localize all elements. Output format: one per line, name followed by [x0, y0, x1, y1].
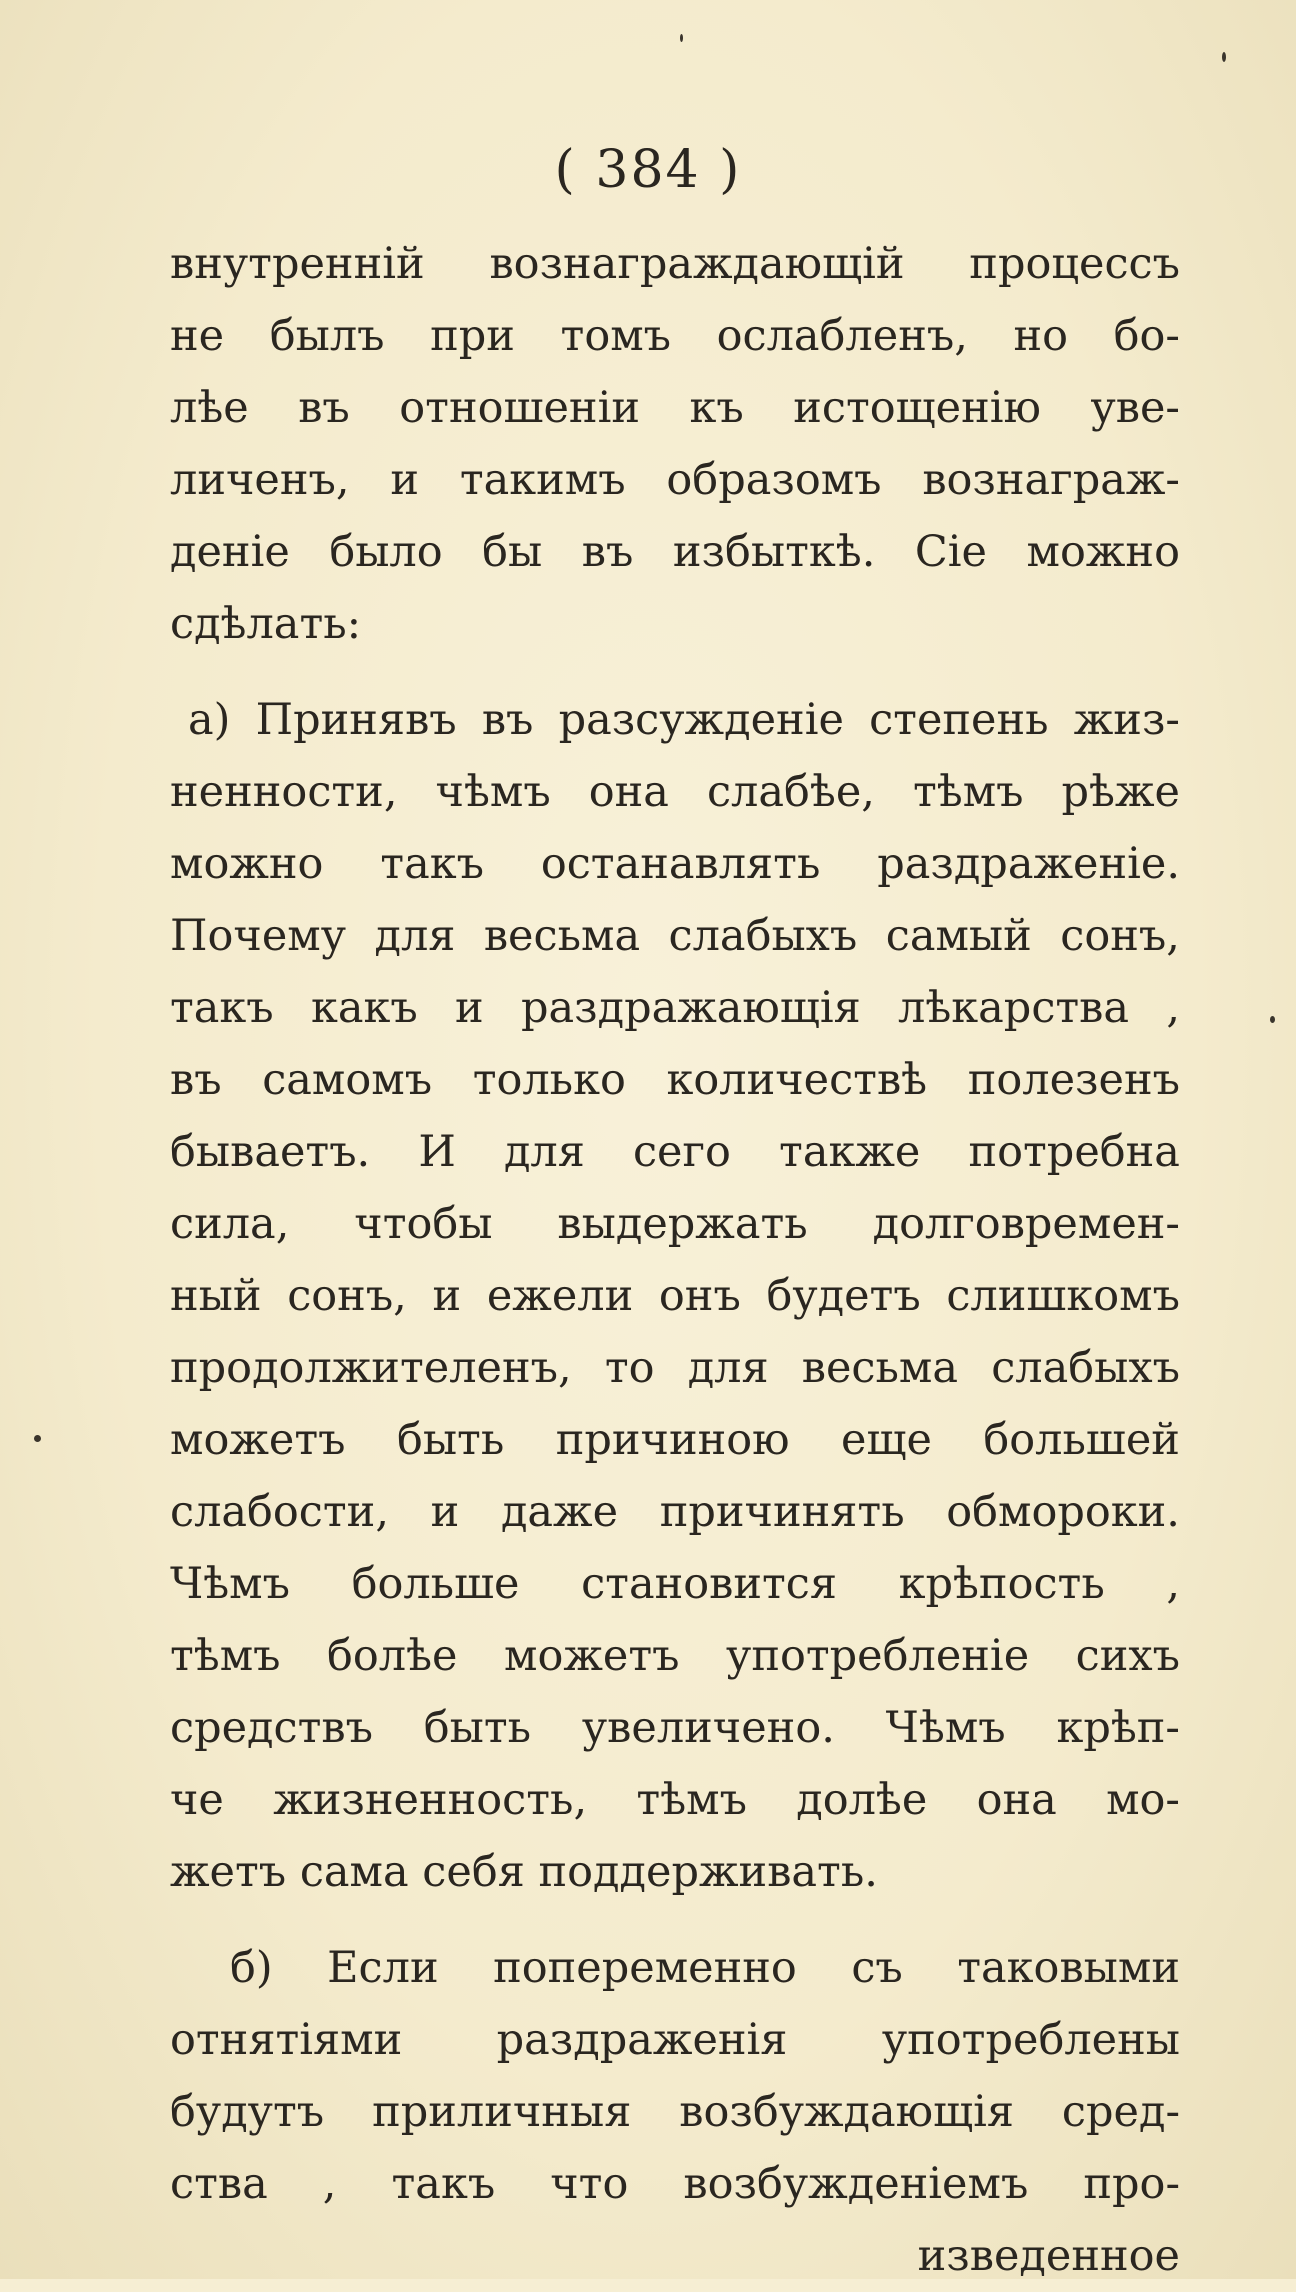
text-word: раздраженіе. — [877, 839, 1180, 889]
text-span: жетъ сама себя поддерживать. — [170, 1847, 878, 1897]
text-word: продолжителенъ, — [170, 1343, 572, 1393]
text-line — [170, 516, 1180, 588]
text-line — [170, 1692, 1180, 1764]
text-word: слабости, — [170, 1487, 390, 1537]
text-word: еще — [841, 1415, 932, 1465]
text-line — [170, 900, 1180, 972]
text-word: средствъ — [170, 1703, 373, 1753]
text-word: употреблены — [881, 2015, 1180, 2065]
text-word: Почему — [170, 911, 347, 961]
text-word: возбуждающія — [679, 2087, 1014, 2137]
text-word: останавлять — [540, 839, 821, 889]
text-line — [170, 2004, 1180, 2076]
text-word: томъ — [560, 311, 672, 361]
text-word: и — [455, 983, 484, 1033]
text-word: сонъ, — [287, 1271, 407, 1321]
text-word: въ — [170, 1055, 222, 1105]
text-word: рѣже — [1061, 767, 1180, 817]
text-line — [170, 372, 1180, 444]
text-word: можетъ — [170, 1415, 346, 1465]
text-word: въ — [298, 383, 350, 433]
text-word: съ — [851, 1943, 903, 1993]
text-line — [170, 1260, 1180, 1332]
text-word: долѣе — [796, 1775, 928, 1825]
text-word: Принявъ — [255, 695, 457, 745]
text-word: больше — [351, 1559, 520, 1609]
text-line — [170, 1476, 1180, 1548]
text-word: такъ — [170, 983, 274, 1033]
text-line — [170, 2148, 1180, 2220]
text-word: и — [432, 1271, 462, 1321]
text-word: деніе — [170, 527, 290, 577]
text-line — [170, 1764, 1180, 1836]
text-word: только — [472, 1055, 626, 1105]
text-word: тѣмъ — [636, 1775, 747, 1825]
text-word: уве- — [1090, 383, 1180, 433]
text-line — [170, 1932, 1180, 2004]
text-word: былъ — [269, 311, 385, 361]
text-word: раздраженія — [496, 2015, 788, 2065]
text-word: быть — [396, 1415, 505, 1465]
text-word: слабыхъ — [668, 911, 858, 961]
text-word: жизненность, — [273, 1775, 588, 1825]
text-word: степень — [869, 695, 1049, 745]
text-word: для — [503, 1127, 585, 1177]
text-word: обмороки. — [946, 1487, 1180, 1537]
text-word: причиною — [555, 1415, 790, 1465]
text-word: можно — [1026, 527, 1180, 577]
text-word: можно — [170, 839, 324, 889]
text-word: образомъ — [666, 455, 882, 505]
text-word: лѣкарства — [898, 983, 1130, 1033]
text-word: про- — [1083, 2159, 1180, 2209]
text-word: избыткѣ. — [672, 527, 876, 577]
text-word: ослабленъ, — [716, 311, 968, 361]
text-word: будетъ — [766, 1271, 921, 1321]
text-word: бо- — [1113, 311, 1180, 361]
text-word: въ — [581, 527, 634, 577]
paper-speck — [1270, 1016, 1275, 1023]
text-line — [170, 972, 1180, 1044]
text-word: отнятіями — [170, 2015, 403, 2065]
text-word: ства — [170, 2159, 268, 2209]
text-word: какъ — [310, 983, 418, 1033]
text-word: такъ — [391, 2159, 496, 2209]
text-word: внутренній — [170, 239, 425, 289]
text-word: сред- — [1061, 2087, 1180, 2137]
text-line — [170, 1116, 1180, 1188]
text-line — [170, 444, 1180, 516]
text-line — [170, 1404, 1180, 1476]
text-word: въ — [481, 695, 534, 745]
text-word: потребна — [968, 1127, 1180, 1177]
text-word: отношеніи — [399, 383, 641, 433]
text-word: она — [588, 767, 669, 817]
text-word: сонъ, — [1060, 911, 1180, 961]
text-word: разсужденіе — [558, 695, 844, 745]
paper-speck — [1222, 52, 1226, 62]
text-word: чтобы — [354, 1199, 493, 1249]
text-line — [170, 1044, 1180, 1116]
text-word: весьма — [483, 911, 641, 961]
text-line — [170, 2220, 1180, 2292]
text-span: изведенное — [917, 2231, 1180, 2281]
text-word: большей — [983, 1415, 1180, 1465]
text-word: бываетъ. — [170, 1127, 371, 1177]
text-word: таковыми — [957, 1943, 1180, 1993]
text-word: становится — [581, 1559, 837, 1609]
text-word: она — [976, 1775, 1057, 1825]
text-word: сего — [632, 1127, 731, 1177]
text-word: б) — [230, 1943, 273, 1993]
text-word: количествѣ — [666, 1055, 928, 1105]
text-word: ненности, — [170, 767, 398, 817]
text-line — [170, 1188, 1180, 1260]
text-word: приличныя — [372, 2087, 632, 2137]
text-word: , — [1166, 983, 1180, 1033]
text-word: , — [1166, 1559, 1180, 1609]
text-span: сдѣлать: — [170, 599, 362, 649]
text-word: полезенъ — [967, 1055, 1180, 1105]
text-word: для — [687, 1343, 769, 1393]
text-word: Если — [327, 1943, 439, 1993]
body-text — [170, 228, 1180, 2292]
text-line — [170, 756, 1180, 828]
text-word: самый — [885, 911, 1032, 961]
text-word: увеличено. — [581, 1703, 835, 1753]
text-word: быть — [423, 1703, 532, 1753]
text-word: крѣп- — [1056, 1703, 1180, 1753]
text-word: для — [374, 911, 456, 961]
text-word: раздражающія — [520, 983, 861, 1033]
text-word: также — [779, 1127, 921, 1177]
text-word: слабыхъ — [991, 1343, 1180, 1393]
text-word: причинять — [659, 1487, 905, 1537]
text-word: тѣмъ — [170, 1631, 281, 1681]
text-line — [170, 1548, 1180, 1620]
text-line — [170, 1620, 1180, 1692]
text-word: слабѣе, — [706, 767, 875, 817]
text-word: то — [604, 1343, 655, 1393]
text-line — [170, 228, 1180, 300]
text-word: выдержать — [557, 1199, 808, 1249]
text-line — [170, 588, 1180, 660]
page-number: ( 384 ) — [554, 140, 742, 200]
text-word: тѣмъ — [912, 767, 1024, 817]
text-word: самомъ — [262, 1055, 433, 1105]
text-word: чѣмъ — [435, 767, 551, 817]
text-word: Чѣмъ — [885, 1703, 1006, 1753]
text-word: будутъ — [170, 2087, 325, 2137]
text-word: Сіе — [914, 527, 988, 577]
text-word: процессъ — [969, 239, 1180, 289]
text-line — [170, 1332, 1180, 1404]
text-word: употребленіе — [726, 1631, 1030, 1681]
text-line — [170, 684, 1180, 756]
text-word: къ — [689, 383, 744, 433]
text-word: долговремен- — [872, 1199, 1180, 1249]
text-word: вознаграждающій — [489, 239, 905, 289]
text-word: а) — [188, 695, 231, 745]
text-word: истощенію — [793, 383, 1041, 433]
text-word: мо- — [1106, 1775, 1180, 1825]
text-word: слишкомъ — [946, 1271, 1180, 1321]
text-word: , — [322, 2159, 337, 2209]
text-word: сила, — [170, 1199, 290, 1249]
text-word: ежели — [486, 1271, 634, 1321]
paper-speck — [680, 34, 683, 42]
text-word: сихъ — [1075, 1631, 1180, 1681]
text-line — [170, 828, 1180, 900]
text-word: весьма — [801, 1343, 959, 1393]
text-line — [170, 2076, 1180, 2148]
text-word: при — [430, 311, 515, 361]
text-word: не — [170, 311, 225, 361]
text-word: что — [550, 2159, 629, 2209]
text-word: такимъ — [459, 455, 626, 505]
text-word: болѣе — [327, 1631, 458, 1681]
text-word: личенъ, — [170, 455, 350, 505]
text-word: возбужденіемъ — [683, 2159, 1029, 2209]
text-word: лѣе — [170, 383, 249, 433]
text-line — [170, 300, 1180, 372]
text-word: Чѣмъ — [170, 1559, 290, 1609]
text-word: бы — [482, 527, 543, 577]
text-word: крѣпость — [898, 1559, 1105, 1609]
text-word: и — [390, 455, 420, 505]
text-word: такъ — [380, 839, 484, 889]
text-word: онъ — [658, 1271, 741, 1321]
text-word: ный — [170, 1271, 262, 1321]
text-word: было — [329, 527, 443, 577]
text-word: но — [1013, 311, 1069, 361]
text-line — [170, 1836, 1180, 1908]
text-word: попеременно — [493, 1943, 797, 1993]
text-word: даже — [500, 1487, 619, 1537]
text-word: жиз- — [1073, 695, 1180, 745]
text-word: че — [170, 1775, 224, 1825]
text-word: можетъ — [504, 1631, 680, 1681]
text-word: и — [430, 1487, 460, 1537]
text-word: И — [418, 1127, 456, 1177]
paper-speck — [34, 1435, 41, 1442]
text-word: вознаграж- — [922, 455, 1180, 505]
